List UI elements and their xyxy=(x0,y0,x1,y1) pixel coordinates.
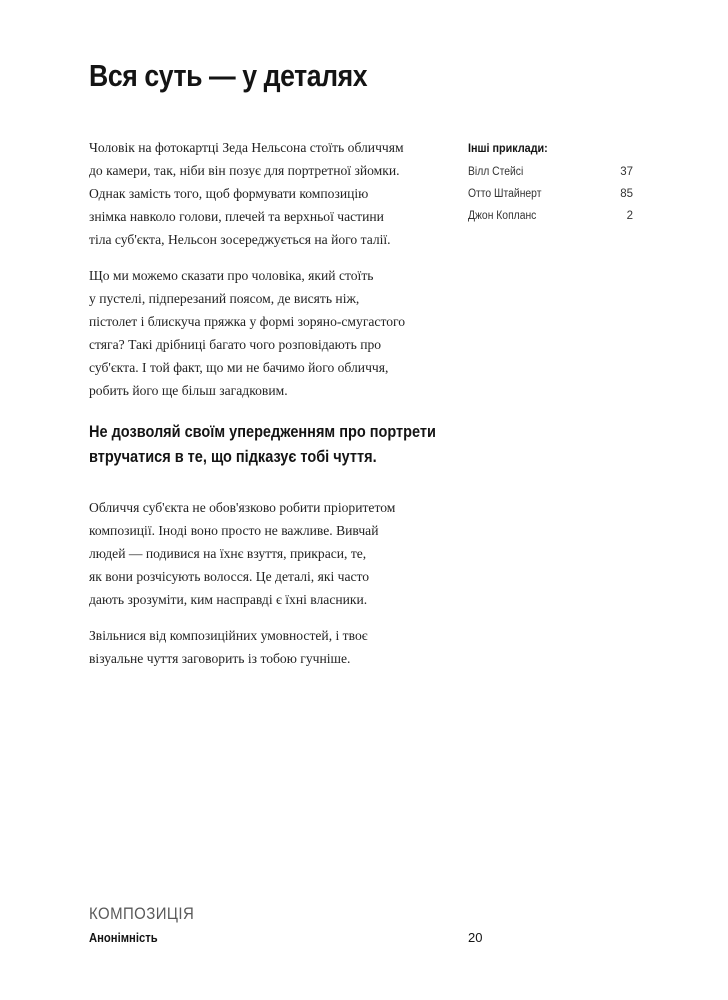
paragraph-1 xyxy=(89,136,449,251)
text-line: суб'єкта. І той факт, що ми не бачимо його обличчя, xyxy=(89,360,389,375)
text-line: Що ми можемо сказати про чоловіка, який стоїть xyxy=(89,268,374,283)
footer-section-label: КОМПОЗИЦІЯ xyxy=(89,904,195,923)
text-line: дають зрозуміти, ким насправді є їхні власники. xyxy=(89,592,368,607)
other-examples-sidebar xyxy=(468,141,633,229)
pull-quote-line: втручатися в те, що підказує тобі чуття. xyxy=(89,448,377,466)
main-text-column xyxy=(89,136,449,683)
paragraph-2 xyxy=(89,264,449,402)
text-line: до камери, так, ніби він позує для портретної зйомки. xyxy=(89,163,400,178)
text-line: знімка навколо голови, плечей та верхньої частини xyxy=(89,209,384,224)
example-name: Отто Штайнерт xyxy=(468,188,542,200)
paragraph-4 xyxy=(89,624,449,670)
text-line: Обличчя суб'єкта не обов'язково робити пріоритетом xyxy=(89,500,396,515)
page-title: Вся суть — у деталях xyxy=(89,58,368,93)
page-number: 20 xyxy=(468,930,483,945)
pull-quote-line: Не дозволяй своїм упередженням про портрети xyxy=(89,423,436,441)
text-line: у пустелі, підперезаний поясом, де висять ніж, xyxy=(89,291,360,306)
text-line: Звільнися від композиційних умовностей, і твоє xyxy=(89,628,368,643)
text-line: пістолет і блискуча пряжка у формі зоряно-смугастого xyxy=(89,314,406,329)
text-line: як вони розчісують волосся. Це деталі, які часто xyxy=(89,569,370,584)
text-line: людей — подивися на їхнє взуття, прикраси, те, xyxy=(89,546,367,561)
text-line: стяга? Такі дрібниці багато чого розповідають про xyxy=(89,337,382,352)
text-line: робить його ще більш загадковим. xyxy=(89,383,288,398)
footer-subsection-label: Анонімність xyxy=(89,931,158,945)
text-line: візуальне чуття заговорить із тобою гучніше. xyxy=(89,651,351,666)
example-name: Вілл Стейсі xyxy=(468,166,524,178)
example-page-number: 37 xyxy=(620,166,633,178)
sidebar-title: Інші приклади: xyxy=(468,141,548,155)
paragraph-3 xyxy=(89,496,449,611)
text-line: Чоловік на фотокартці Зеда Нельсона стоїть обличчям xyxy=(89,140,404,155)
text-line: тіла суб'єкта, Нельсон зосереджується на його талії. xyxy=(89,232,391,247)
example-reference[interactable] xyxy=(468,185,633,207)
text-line: Однак замість того, щоб формувати композицію xyxy=(89,186,369,201)
example-name: Джон Копланс xyxy=(468,210,537,222)
text-line: композиції. Іноді воно просто не важливе. Вивчай xyxy=(89,523,379,538)
example-page-number: 2 xyxy=(626,210,633,222)
pull-quote xyxy=(89,420,436,470)
example-reference[interactable] xyxy=(468,207,633,229)
example-page-number: 85 xyxy=(620,188,633,200)
example-reference[interactable] xyxy=(468,163,633,185)
